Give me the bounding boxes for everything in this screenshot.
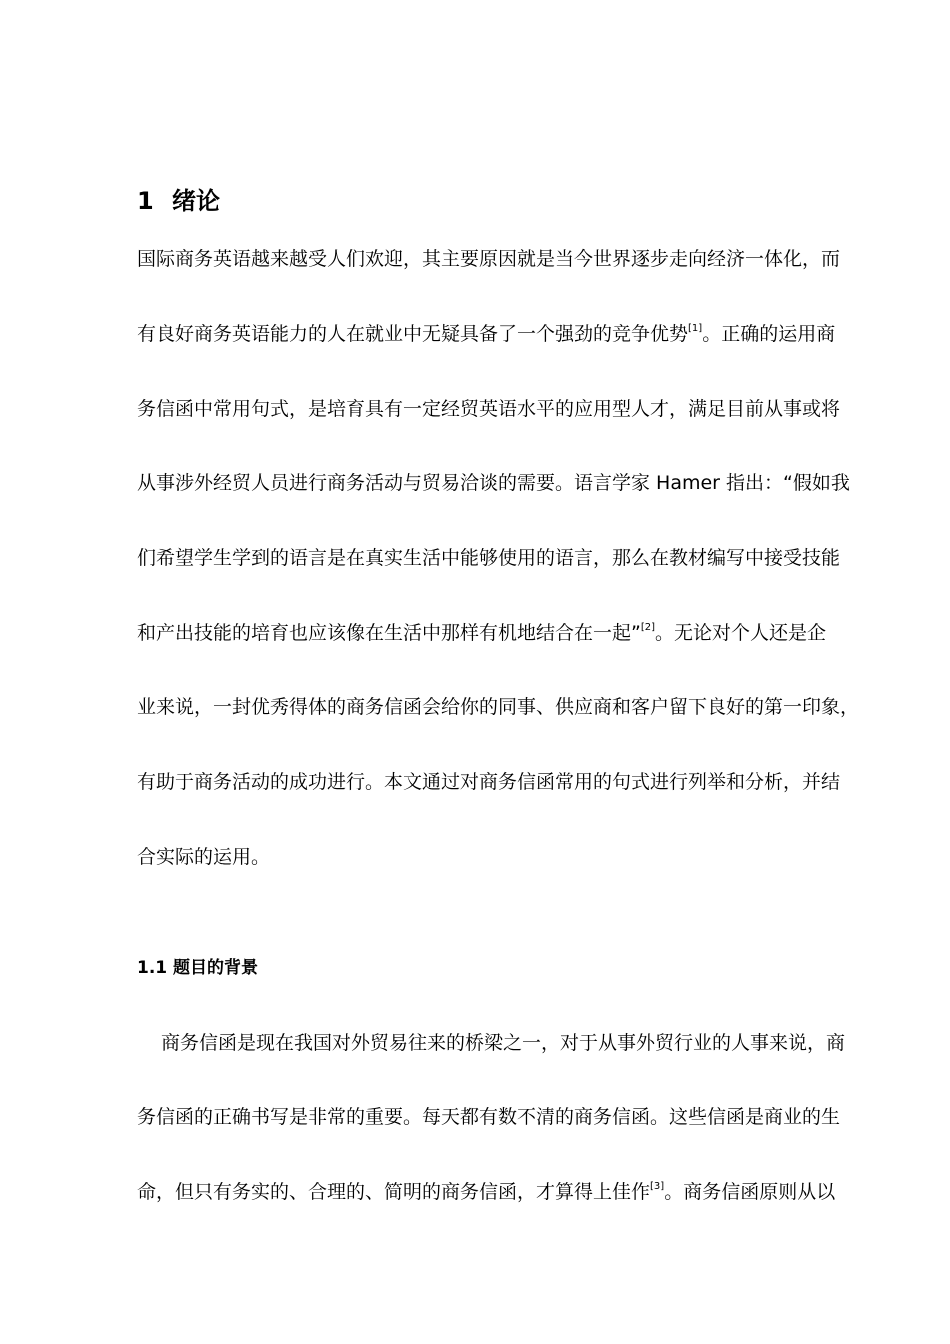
citation-ref: [2] bbox=[640, 622, 656, 633]
text-line: 有助于商务活动的成功进行。本文通过对商务信函常用的句式进行列举和分析，并结 bbox=[137, 771, 841, 793]
text-line: 务信函中常用句式，是培育具有一定经贸英语水平的应用型人才，满足目前从事或将 bbox=[137, 398, 841, 420]
section-heading bbox=[137, 184, 220, 218]
text-line: 业来说，一封优秀得体的商务信函会给你的同事、供应商和客户留下良好的第一印象， bbox=[137, 696, 860, 718]
text-line: 命，但只有务实的、合理的、简明的商务信函，才算得上佳作[3]。商务信函原则从以 bbox=[137, 1181, 836, 1203]
citation-ref: [1] bbox=[688, 323, 703, 334]
citation-ref: [3] bbox=[650, 1181, 665, 1192]
subsection-heading: 1.1 题目的背景 bbox=[137, 958, 259, 978]
text-line: 从事涉外经贸人员进行商务活动与贸易洽谈的需要。语言学家 Hamer 指出：“假如我 bbox=[137, 472, 850, 494]
text-line: 国际商务英语越来越受人们欢迎，其主要原因就是当今世界逐步走向经济一体化，而 bbox=[137, 248, 841, 270]
text-line: 们希望学生学到的语言是在真实生活中能够使用的语言，那么在教材编写中接受技能 bbox=[137, 547, 841, 569]
section-title: 绪论 bbox=[172, 187, 220, 215]
text-line: 务信函的正确书写是非常的重要。每天都有数不清的商务信函。这些信函是商业的生 bbox=[137, 1106, 841, 1128]
text-line: 和产出技能的培育也应该像在生活中那样有机地结合在一起”[2]。无论对个人还是企 bbox=[137, 622, 827, 644]
text-line: 合实际的运用。 bbox=[137, 846, 271, 868]
section-number: 1 bbox=[137, 187, 154, 215]
text-line: 商务信函是现在我国对外贸易往来的桥梁之一，对于从事外贸行业的人事来说，商 bbox=[161, 1032, 846, 1054]
text-line: 有良好商务英语能力的人在就业中无疑具备了一个强劲的竞争优势[1]。正确的运用商 bbox=[137, 323, 836, 345]
